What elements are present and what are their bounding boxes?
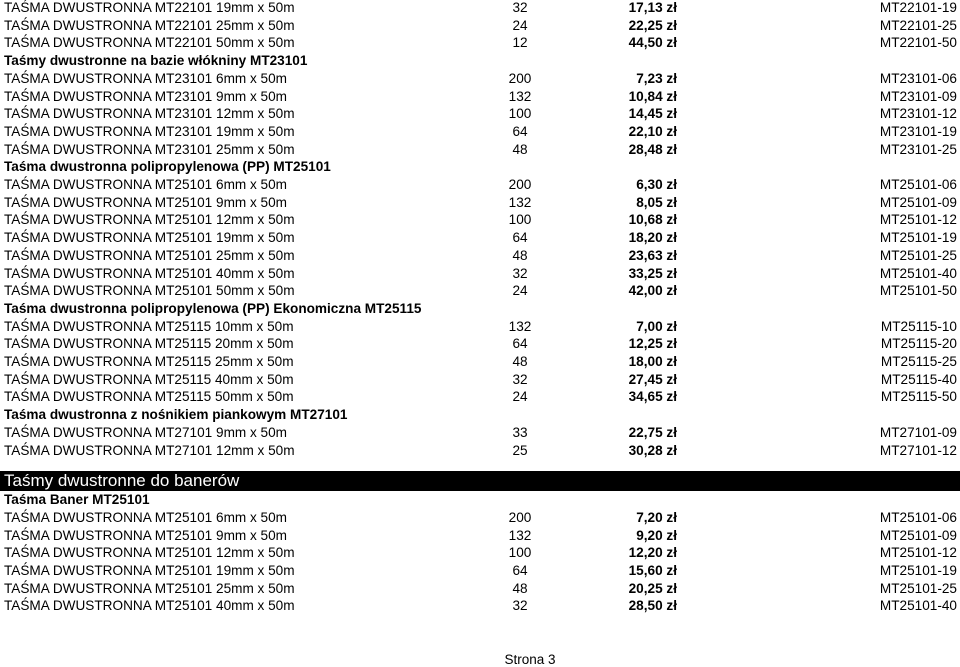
- product-name: TAŚMA DWUSTRONNA MT25101 19mm x 50m: [4, 230, 295, 246]
- table-row: [0, 282, 960, 300]
- package-quantity: 100: [508, 106, 532, 122]
- package-quantity: 132: [508, 88, 532, 104]
- table-row: [0, 176, 960, 194]
- product-price: 10,68 zł: [628, 212, 677, 228]
- product-code: MT23101-06: [879, 70, 957, 86]
- product-name: TAŚMA DWUSTRONNA MT23101 9mm x 50m: [4, 88, 288, 104]
- package-quantity: 64: [512, 123, 528, 139]
- product-name: TAŚMA DWUSTRONNA MT23101 12mm x 50m: [4, 106, 295, 122]
- product-name: TAŚMA DWUSTRONNA MT25115 25mm x 50m: [4, 354, 294, 369]
- product-code: MT25101-12: [879, 545, 957, 561]
- product-name: TAŚMA DWUSTRONNA MT25115 50mm x 50m: [4, 389, 294, 405]
- group-heading: Taśma dwustronna z nośnikiem piankowym MT27101: [4, 407, 348, 423]
- product-price: 30,28 zł: [628, 442, 677, 458]
- product-name: TAŚMA DWUSTRONNA MT27101 12mm x 50m: [4, 442, 295, 458]
- product-price: 12,25 zł: [628, 336, 677, 352]
- product-name: TAŚMA DWUSTRONNA MT23101 19mm x 50m: [4, 123, 295, 139]
- product-code: MT25101-12: [879, 212, 957, 228]
- package-quantity: 132: [508, 527, 532, 543]
- package-quantity: 48: [512, 247, 528, 263]
- product-price: 28,48 zł: [628, 141, 677, 157]
- table-row: [0, 527, 960, 545]
- product-name: TAŚMA DWUSTRONNA MT25101 6mm x 50m: [4, 177, 288, 192]
- product-price: 33,25 zł: [628, 265, 677, 281]
- product-price: 34,65 zł: [628, 389, 677, 405]
- product-code: MT22101-19: [879, 0, 957, 15]
- section-banner: Taśmy dwustronne do banerów: [0, 471, 960, 491]
- product-name: TAŚMA DWUSTRONNA MT25101 6mm x 50m: [4, 509, 288, 525]
- product-price: 7,20 zł: [636, 509, 677, 525]
- product-price: 28,50 zł: [628, 598, 677, 614]
- product-price: 23,63 zł: [628, 247, 677, 263]
- package-quantity: 24: [512, 389, 528, 405]
- product-price: 12,20 zł: [628, 545, 677, 561]
- product-price: 7,23 zł: [636, 70, 677, 86]
- product-code: MT25101-06: [879, 177, 957, 192]
- table-row: [0, 194, 960, 212]
- table-row: [0, 34, 960, 52]
- product-price: 17,13 zł: [628, 0, 677, 15]
- product-name: TAŚMA DWUSTRONNA MT25101 50mm x 50m: [4, 283, 295, 299]
- product-code: MT27101-09: [879, 424, 957, 440]
- product-price: 22,25 zł: [628, 17, 677, 33]
- table-row: [0, 265, 960, 283]
- package-quantity: 64: [512, 230, 528, 246]
- package-quantity: 25: [512, 442, 528, 458]
- product-code: MT25115-20: [880, 336, 957, 352]
- product-code: MT25101-19: [879, 563, 957, 578]
- product-price: 42,00 zł: [628, 283, 677, 299]
- product-name: TAŚMA DWUSTRONNA MT25101 12mm x 50m: [4, 545, 295, 561]
- table-row: [0, 335, 960, 353]
- product-code: MT23101-25: [879, 141, 957, 157]
- table-row: [0, 509, 960, 527]
- product-code: MT25115-40: [880, 371, 957, 387]
- product-code: MT25101-25: [879, 580, 957, 596]
- package-quantity: 48: [512, 354, 528, 369]
- product-price: 9,20 zł: [636, 527, 677, 543]
- package-quantity: 32: [512, 265, 528, 281]
- group-heading: Taśma dwustronna polipropylenowa (PP) MT25101: [4, 159, 331, 175]
- package-quantity: 24: [512, 17, 528, 33]
- package-quantity: 48: [512, 580, 528, 596]
- product-name: TAŚMA DWUSTRONNA MT25115 10mm x 50m: [4, 318, 294, 334]
- product-name: TAŚMA DWUSTRONNA MT27101 9mm x 50m: [4, 424, 288, 440]
- package-quantity: 64: [512, 336, 528, 352]
- product-code: MT27101-12: [879, 442, 957, 458]
- product-code: MT25101-25: [879, 247, 957, 263]
- table-row: [0, 442, 960, 460]
- product-name: TAŚMA DWUSTRONNA MT25101 25mm x 50m: [4, 580, 295, 596]
- product-name: TAŚMA DWUSTRONNA MT25101 12mm x 50m: [4, 212, 295, 228]
- table-row: [0, 597, 960, 615]
- product-price: 22,75 zł: [628, 424, 677, 440]
- package-quantity: 12: [512, 35, 528, 51]
- product-code: MT25101-40: [879, 598, 957, 614]
- product-code: MT25101-09: [879, 194, 957, 210]
- table-row: [0, 105, 960, 123]
- product-price: 14,45 zł: [628, 106, 677, 122]
- product-code: MT25101-50: [879, 283, 957, 299]
- package-quantity: 32: [512, 598, 528, 614]
- table-row: [0, 0, 960, 17]
- package-quantity: 132: [508, 318, 532, 334]
- product-code: MT25101-40: [879, 265, 957, 281]
- group-heading: Taśmy dwustronne na bazie włókniny MT23101: [4, 53, 308, 69]
- table-row: [0, 388, 960, 406]
- product-code: MT25101-09: [879, 527, 957, 543]
- product-code: MT23101-12: [879, 106, 957, 122]
- product-code: MT23101-19: [879, 123, 957, 139]
- page-number: Strona 3: [504, 652, 556, 667]
- table-row: [0, 544, 960, 562]
- group-heading: Taśma dwustronna polipropylenowa (PP) Ekonomiczna MT25115: [4, 300, 422, 316]
- product-code: MT22101-50: [879, 35, 957, 51]
- table-row: [0, 353, 960, 371]
- table-row: [0, 247, 960, 265]
- product-name: TAŚMA DWUSTRONNA MT25101 40mm x 50m: [4, 598, 295, 614]
- table-row: [0, 371, 960, 389]
- product-price: 22,10 zł: [628, 123, 677, 139]
- package-quantity: 200: [508, 509, 532, 525]
- product-price: 6,30 zł: [636, 177, 677, 192]
- product-price: 8,05 zł: [636, 194, 677, 210]
- product-name: TAŚMA DWUSTRONNA MT23101 25mm x 50m: [4, 141, 295, 157]
- product-name: TAŚMA DWUSTRONNA MT25115 20mm x 50m: [4, 336, 294, 352]
- product-code: MT25101-19: [879, 230, 957, 246]
- product-price: 27,45 zł: [628, 371, 677, 387]
- product-price: 44,50 zł: [628, 35, 677, 51]
- product-name: TAŚMA DWUSTRONNA MT23101 6mm x 50m: [4, 70, 288, 86]
- package-quantity: 200: [508, 70, 532, 86]
- table-row: [0, 123, 960, 141]
- product-code: MT25115-10: [880, 318, 957, 334]
- table-row: [0, 318, 960, 336]
- product-code: MT25115-25: [880, 354, 957, 369]
- group-heading: Taśma Baner MT25101: [4, 492, 150, 508]
- package-quantity: 24: [512, 283, 528, 299]
- package-quantity: 100: [508, 545, 532, 561]
- package-quantity: 33: [512, 424, 528, 440]
- package-quantity: 100: [508, 212, 532, 228]
- package-quantity: 64: [512, 563, 528, 578]
- table-row: [0, 211, 960, 229]
- package-quantity: 132: [508, 194, 532, 210]
- product-name: TAŚMA DWUSTRONNA MT22101 25mm x 50m: [4, 17, 295, 33]
- table-row: [0, 424, 960, 442]
- product-code: MT23101-09: [879, 88, 957, 104]
- table-row: [0, 580, 960, 598]
- table-row: [0, 17, 960, 35]
- product-name: TAŚMA DWUSTRONNA MT22101 19mm x 50m: [4, 0, 295, 15]
- package-quantity: 200: [508, 177, 532, 192]
- product-name: TAŚMA DWUSTRONNA MT25101 9mm x 50m: [4, 527, 288, 543]
- product-name: TAŚMA DWUSTRONNA MT25101 19mm x 50m: [4, 563, 295, 578]
- product-price: 18,20 zł: [628, 230, 677, 246]
- package-quantity: 32: [512, 0, 528, 15]
- product-price: 10,84 zł: [628, 88, 677, 104]
- table-row: [0, 88, 960, 106]
- product-price: 7,00 zł: [636, 318, 677, 334]
- product-name: TAŚMA DWUSTRONNA MT25115 40mm x 50m: [4, 371, 294, 387]
- product-price: 15,60 zł: [628, 563, 677, 578]
- product-code: MT25115-50: [880, 389, 957, 405]
- product-code: MT25101-06: [879, 509, 957, 525]
- table-row: [0, 141, 960, 159]
- product-name: TAŚMA DWUSTRONNA MT25101 40mm x 50m: [4, 265, 295, 281]
- table-row: [0, 70, 960, 88]
- product-name: TAŚMA DWUSTRONNA MT25101 25mm x 50m: [4, 247, 295, 263]
- product-price: 18,00 zł: [628, 354, 677, 369]
- package-quantity: 32: [512, 371, 528, 387]
- product-code: MT22101-25: [879, 17, 957, 33]
- product-name: TAŚMA DWUSTRONNA MT25101 9mm x 50m: [4, 194, 288, 210]
- package-quantity: 48: [512, 141, 528, 157]
- table-row: [0, 229, 960, 247]
- product-name: TAŚMA DWUSTRONNA MT22101 50mm x 50m: [4, 35, 295, 51]
- table-row: [0, 562, 960, 580]
- product-price: 20,25 zł: [628, 580, 677, 596]
